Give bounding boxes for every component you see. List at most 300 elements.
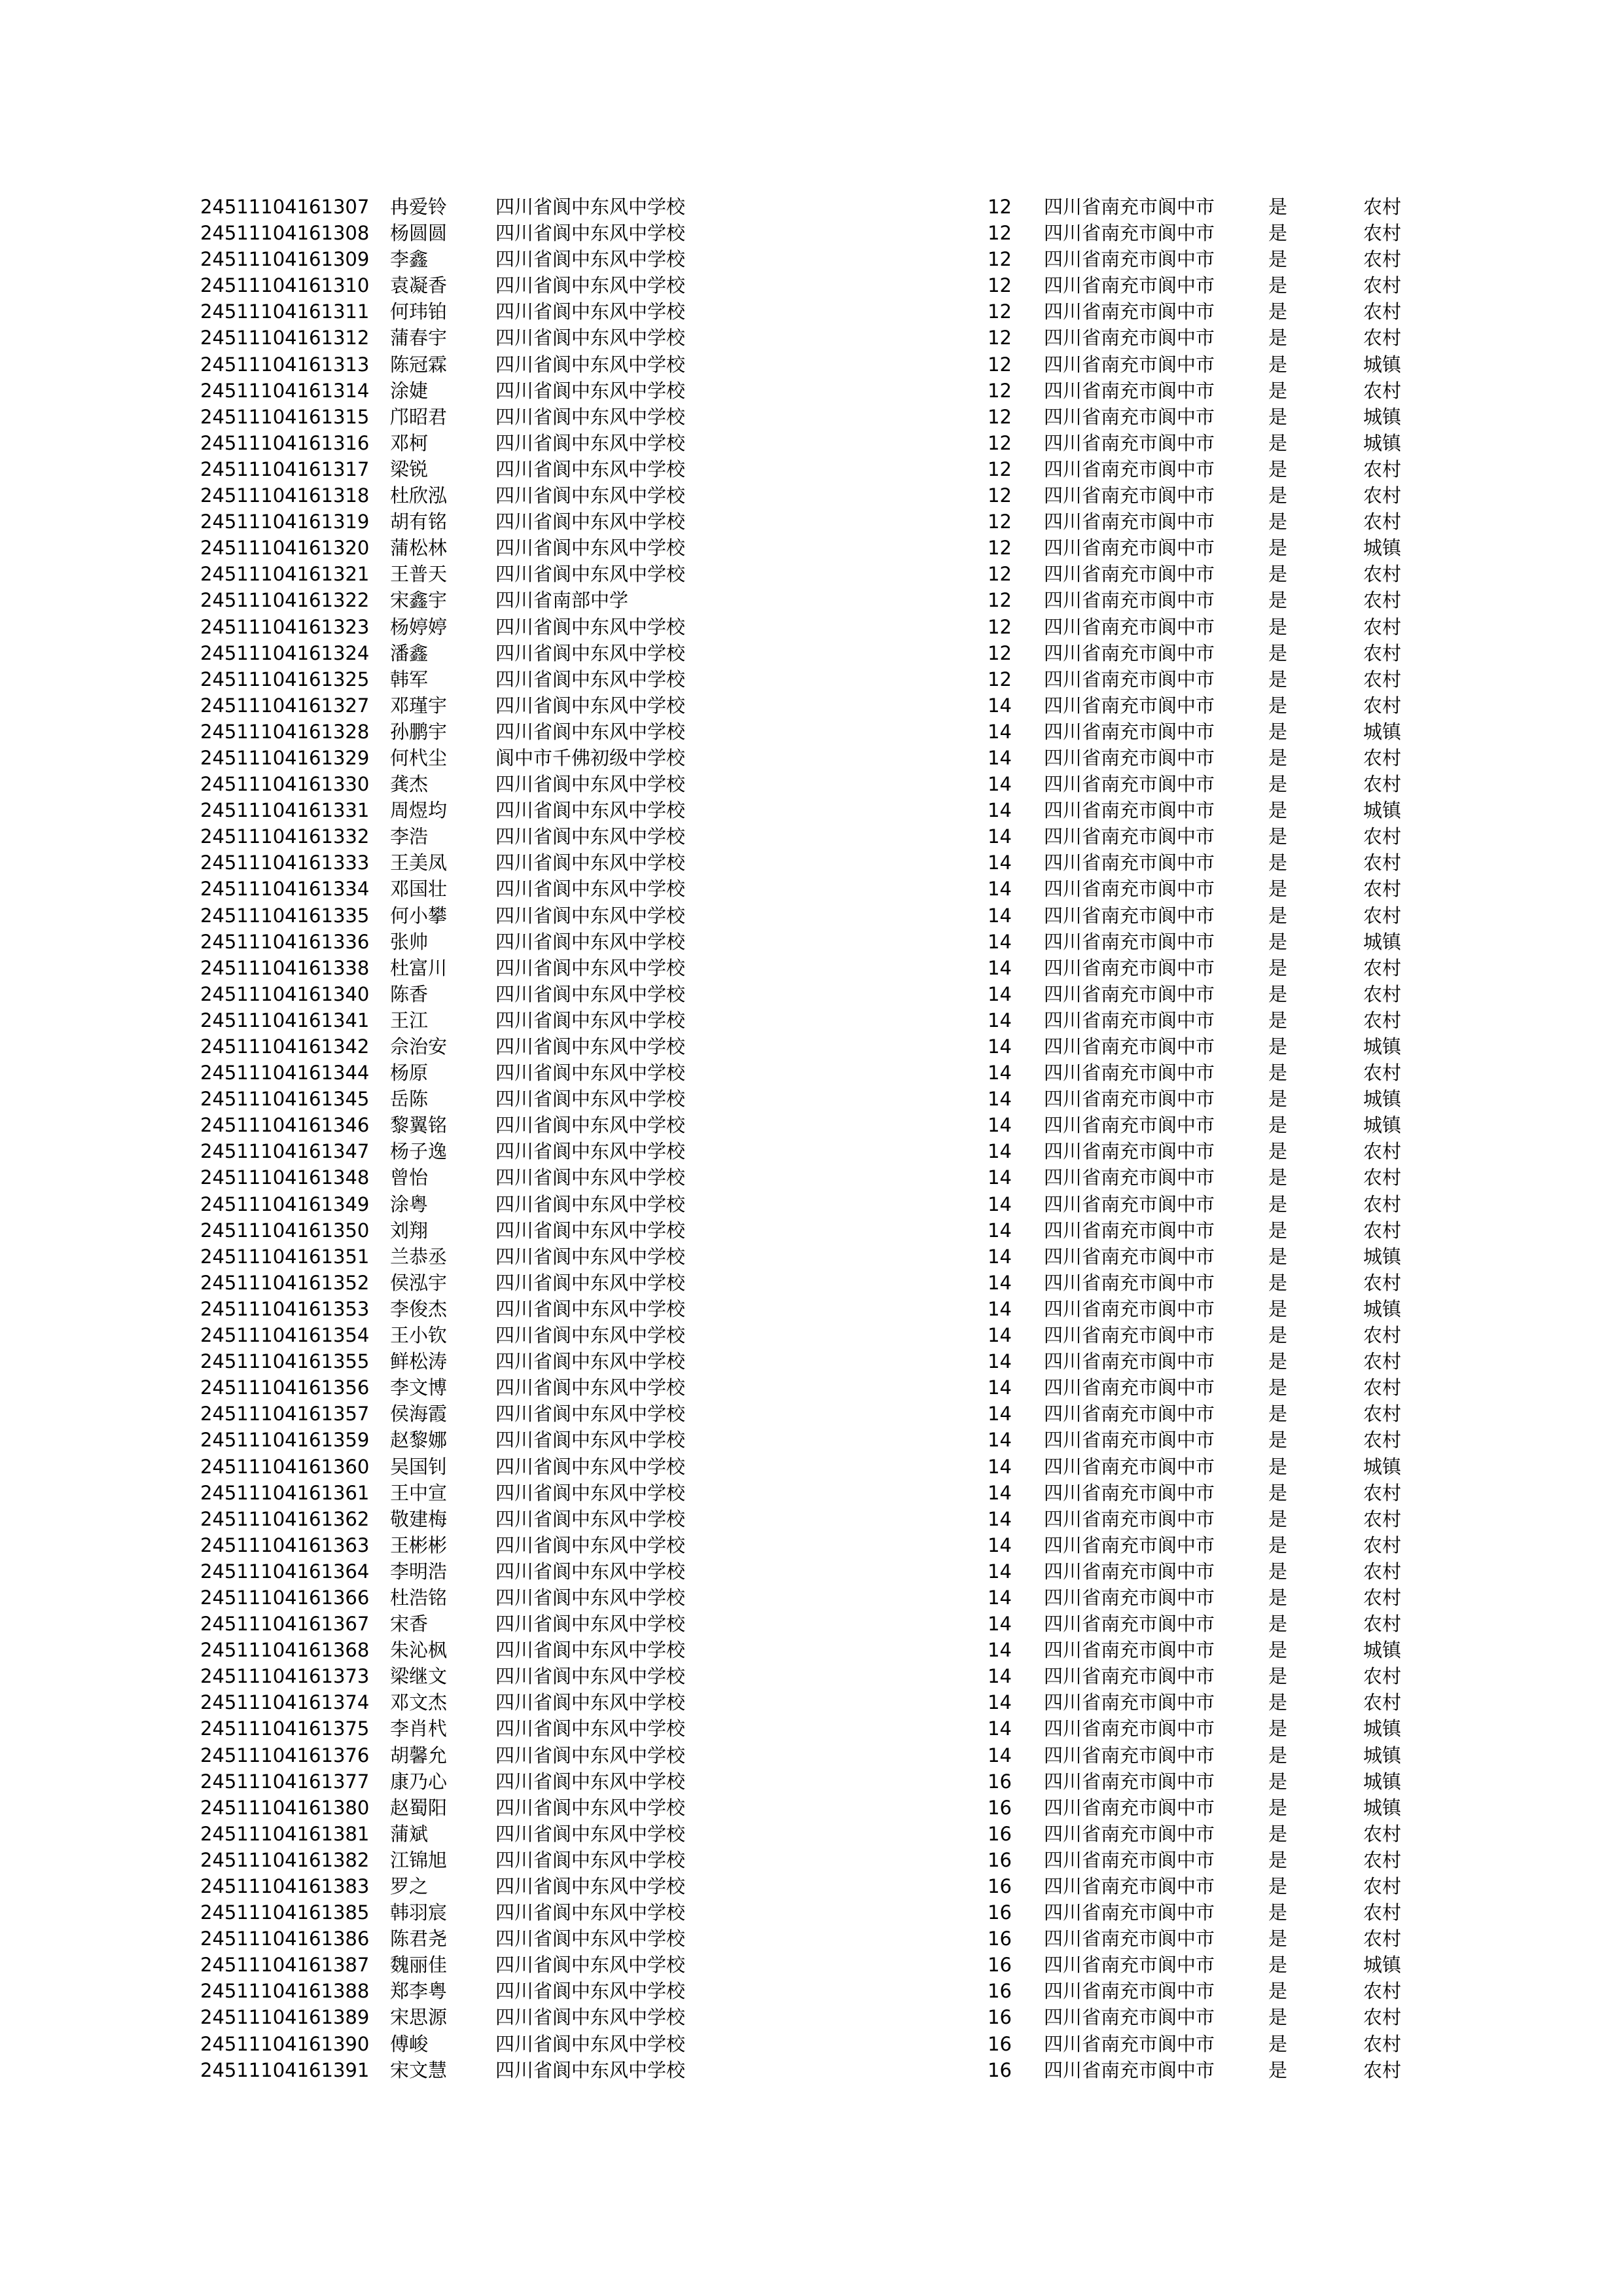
- student-name-cell: 佘治安: [390, 1035, 448, 1058]
- student-id-cell: 24511104161373: [200, 1665, 370, 1688]
- school-cell: 四川省阆中东风中学校: [495, 511, 686, 533]
- location-cell: 四川省南充市阆中市: [1044, 1613, 1215, 1636]
- student-name-cell: 郑李粤: [390, 1980, 448, 2003]
- table-row: [0, 1873, 1623, 1899]
- residence-type-cell: 城镇: [1363, 1744, 1402, 1767]
- table-row: [0, 1768, 1623, 1795]
- score-cell: 12: [988, 222, 1012, 245]
- eligibility-cell: 是: [1268, 457, 1288, 480]
- score-cell: 14: [988, 1166, 1012, 1189]
- school-cell: 四川省阆中东风中学校: [495, 1350, 686, 1373]
- table-row: [0, 1427, 1623, 1453]
- location-cell: 四川省南充市阆中市: [1044, 511, 1215, 533]
- score-cell: 14: [988, 1062, 1012, 1085]
- school-cell: 四川省阆中东风中学校: [495, 379, 686, 402]
- eligibility-cell: 是: [1268, 1297, 1288, 1320]
- eligibility-cell: 是: [1268, 956, 1288, 979]
- student-id-cell: 24511104161349: [200, 1193, 370, 1215]
- table-row: [0, 1112, 1623, 1138]
- student-name-cell: 鲜松涛: [390, 1350, 448, 1373]
- table-row: [0, 1532, 1623, 1558]
- residence-type-cell: 农村: [1363, 773, 1402, 796]
- location-cell: 四川省南充市阆中市: [1044, 2058, 1215, 2081]
- location-cell: 四川省南充市阆中市: [1044, 274, 1215, 297]
- eligibility-cell: 是: [1268, 641, 1288, 664]
- student-id-cell: 24511104161380: [200, 1796, 370, 1819]
- school-cell: 四川省阆中东风中学校: [495, 1219, 686, 1242]
- student-id-cell: 24511104161322: [200, 589, 370, 612]
- student-name-cell: 陈冠霖: [390, 353, 448, 376]
- eligibility-cell: 是: [1268, 2058, 1288, 2081]
- eligibility-cell: 是: [1268, 1035, 1288, 1058]
- student-id-cell: 24511104161310: [200, 274, 370, 297]
- table-row: [0, 2004, 1623, 2030]
- score-cell: 14: [988, 904, 1012, 927]
- eligibility-cell: 是: [1268, 852, 1288, 874]
- residence-type-cell: 农村: [1363, 457, 1402, 480]
- score-cell: 14: [988, 1088, 1012, 1111]
- residence-type-cell: 城镇: [1363, 930, 1402, 953]
- residence-type-cell: 农村: [1363, 1613, 1402, 1636]
- table-row: [0, 955, 1623, 981]
- school-cell: 四川省阆中东风中学校: [495, 1297, 686, 1320]
- student-id-cell: 24511104161333: [200, 852, 370, 874]
- student-id-cell: 24511104161309: [200, 248, 370, 271]
- residence-type-cell: 城镇: [1363, 1770, 1402, 1793]
- table-row: [0, 1060, 1623, 1086]
- score-cell: 16: [988, 1796, 1012, 1819]
- student-name-cell: 陈君尧: [390, 1928, 448, 1950]
- student-id-cell: 24511104161368: [200, 1639, 370, 1662]
- student-id-cell: 24511104161345: [200, 1088, 370, 1111]
- school-cell: 四川省阆中东风中学校: [495, 1744, 686, 1767]
- eligibility-cell: 是: [1268, 1376, 1288, 1399]
- school-cell: 阆中市千佛初级中学校: [495, 746, 686, 769]
- score-cell: 12: [988, 327, 1012, 350]
- table-row: [0, 1899, 1623, 1926]
- eligibility-cell: 是: [1268, 1009, 1288, 1031]
- residence-type-cell: 城镇: [1363, 1245, 1402, 1268]
- table-row: [0, 1322, 1623, 1348]
- table-row: [0, 272, 1623, 298]
- residence-type-cell: 农村: [1363, 982, 1402, 1005]
- residence-type-cell: 城镇: [1363, 1717, 1402, 1740]
- student-name-cell: 李文博: [390, 1376, 448, 1399]
- student-name-cell: 龚杰: [390, 773, 429, 796]
- score-cell: 14: [988, 1245, 1012, 1268]
- student-name-cell: 李肖杙: [390, 1717, 448, 1740]
- score-cell: 16: [988, 2006, 1012, 2029]
- student-id-cell: 24511104161316: [200, 431, 370, 454]
- location-cell: 四川省南充市阆中市: [1044, 956, 1215, 979]
- score-cell: 14: [988, 1297, 1012, 1320]
- school-cell: 四川省阆中东风中学校: [495, 2058, 686, 2081]
- location-cell: 四川省南充市阆中市: [1044, 353, 1215, 376]
- student-id-cell: 24511104161332: [200, 825, 370, 848]
- score-cell: 14: [988, 1271, 1012, 1294]
- table-row: [0, 482, 1623, 509]
- residence-type-cell: 农村: [1363, 1403, 1402, 1426]
- score-cell: 16: [988, 1822, 1012, 1845]
- table-row: [0, 456, 1623, 482]
- score-cell: 12: [988, 379, 1012, 402]
- student-id-cell: 24511104161386: [200, 1928, 370, 1950]
- residence-type-cell: 农村: [1363, 825, 1402, 848]
- student-name-cell: 王江: [390, 1009, 429, 1031]
- residence-type-cell: 农村: [1363, 1875, 1402, 1897]
- student-name-cell: 敬建梅: [390, 1507, 448, 1530]
- student-id-cell: 24511104161389: [200, 2006, 370, 2029]
- student-name-cell: 杜富川: [390, 956, 448, 979]
- score-cell: 12: [988, 300, 1012, 323]
- score-cell: 14: [988, 1639, 1012, 1662]
- student-name-cell: 侯海霞: [390, 1403, 448, 1426]
- residence-type-cell: 农村: [1363, 563, 1402, 586]
- residence-type-cell: 农村: [1363, 1062, 1402, 1085]
- eligibility-cell: 是: [1268, 615, 1288, 638]
- score-cell: 12: [988, 641, 1012, 664]
- eligibility-cell: 是: [1268, 1271, 1288, 1294]
- table-row: [0, 1689, 1623, 1715]
- table-row: [0, 771, 1623, 797]
- residence-type-cell: 城镇: [1363, 353, 1402, 376]
- student-name-cell: 杨圆圆: [390, 222, 448, 245]
- student-name-cell: 王小钦: [390, 1324, 448, 1347]
- school-cell: 四川省阆中东风中学校: [495, 982, 686, 1005]
- table-row: [0, 1401, 1623, 1427]
- student-id-cell: 24511104161319: [200, 511, 370, 533]
- score-cell: 14: [988, 930, 1012, 953]
- student-id-cell: 24511104161367: [200, 1613, 370, 1636]
- location-cell: 四川省南充市阆中市: [1044, 1717, 1215, 1740]
- student-id-cell: 24511104161377: [200, 1770, 370, 1793]
- student-id-cell: 24511104161387: [200, 1954, 370, 1977]
- score-cell: 12: [988, 248, 1012, 271]
- residence-type-cell: 农村: [1363, 1586, 1402, 1609]
- location-cell: 四川省南充市阆中市: [1044, 904, 1215, 927]
- location-cell: 四川省南充市阆中市: [1044, 1665, 1215, 1688]
- table-row: [0, 797, 1623, 823]
- residence-type-cell: 城镇: [1363, 1954, 1402, 1977]
- student-id-cell: 24511104161334: [200, 878, 370, 901]
- location-cell: 四川省南充市阆中市: [1044, 1324, 1215, 1347]
- score-cell: 14: [988, 1350, 1012, 1373]
- residence-type-cell: 城镇: [1363, 537, 1402, 560]
- school-cell: 四川省阆中东风中学校: [495, 1193, 686, 1215]
- school-cell: 四川省阆中东风中学校: [495, 1009, 686, 1031]
- table-row: [0, 876, 1623, 902]
- residence-type-cell: 城镇: [1363, 1035, 1402, 1058]
- student-id-cell: 24511104161327: [200, 694, 370, 717]
- school-cell: 四川省阆中东风中学校: [495, 1586, 686, 1609]
- student-name-cell: 黎翼铭: [390, 1114, 448, 1137]
- residence-type-cell: 城镇: [1363, 1297, 1402, 1320]
- location-cell: 四川省南充市阆中市: [1044, 1219, 1215, 1242]
- student-name-cell: 宋鑫宇: [390, 589, 448, 612]
- student-id-cell: 24511104161307: [200, 196, 370, 218]
- location-cell: 四川省南充市阆中市: [1044, 1088, 1215, 1111]
- eligibility-cell: 是: [1268, 1324, 1288, 1347]
- location-cell: 四川省南充市阆中市: [1044, 982, 1215, 1005]
- residence-type-cell: 城镇: [1363, 1796, 1402, 1819]
- location-cell: 四川省南充市阆中市: [1044, 1875, 1215, 1897]
- residence-type-cell: 农村: [1363, 1219, 1402, 1242]
- student-name-cell: 王普天: [390, 563, 448, 586]
- student-id-cell: 24511104161388: [200, 1980, 370, 2003]
- school-cell: 四川省阆中东风中学校: [495, 904, 686, 927]
- student-name-cell: 梁锐: [390, 457, 429, 480]
- table-row: [0, 194, 1623, 220]
- table-row: [0, 1217, 1623, 1244]
- school-cell: 四川省阆中东风中学校: [495, 1560, 686, 1583]
- student-id-cell: 24511104161350: [200, 1219, 370, 1242]
- school-cell: 四川省阆中东风中学校: [495, 1166, 686, 1189]
- eligibility-cell: 是: [1268, 196, 1288, 218]
- student-id-cell: 24511104161341: [200, 1009, 370, 1031]
- school-cell: 四川省阆中东风中学校: [495, 484, 686, 507]
- score-cell: 14: [988, 1534, 1012, 1556]
- residence-type-cell: 城镇: [1363, 720, 1402, 743]
- student-name-cell: 邝昭君: [390, 405, 448, 428]
- student-id-cell: 24511104161364: [200, 1560, 370, 1583]
- table-row: [0, 903, 1623, 929]
- eligibility-cell: 是: [1268, 720, 1288, 743]
- student-name-cell: 何小攀: [390, 904, 448, 927]
- location-cell: 四川省南充市阆中市: [1044, 1035, 1215, 1058]
- school-cell: 四川省阆中东风中学校: [495, 878, 686, 901]
- student-name-cell: 吴国钊: [390, 1455, 448, 1478]
- school-cell: 四川省阆中东风中学校: [495, 300, 686, 323]
- eligibility-cell: 是: [1268, 327, 1288, 350]
- school-cell: 四川省阆中东风中学校: [495, 1245, 686, 1268]
- eligibility-cell: 是: [1268, 1848, 1288, 1871]
- score-cell: 12: [988, 511, 1012, 533]
- eligibility-cell: 是: [1268, 904, 1288, 927]
- school-cell: 四川省阆中东风中学校: [495, 1980, 686, 2003]
- eligibility-cell: 是: [1268, 1560, 1288, 1583]
- student-name-cell: 孙鹏宇: [390, 720, 448, 743]
- residence-type-cell: 农村: [1363, 1901, 1402, 1924]
- eligibility-cell: 是: [1268, 930, 1288, 953]
- student-id-cell: 24511104161359: [200, 1429, 370, 1452]
- school-cell: 四川省阆中东风中学校: [495, 537, 686, 560]
- student-id-cell: 24511104161342: [200, 1035, 370, 1058]
- school-cell: 四川省阆中东风中学校: [495, 563, 686, 586]
- student-name-cell: 宋思源: [390, 2006, 448, 2029]
- location-cell: 四川省南充市阆中市: [1044, 720, 1215, 743]
- school-cell: 四川省阆中东风中学校: [495, 615, 686, 638]
- school-cell: 四川省阆中东风中学校: [495, 1848, 686, 1871]
- student-name-cell: 蒲斌: [390, 1822, 429, 1845]
- school-cell: 四川省阆中东风中学校: [495, 327, 686, 350]
- table-row: [0, 1138, 1623, 1164]
- location-cell: 四川省南充市阆中市: [1044, 1455, 1215, 1478]
- student-name-cell: 韩军: [390, 668, 429, 691]
- student-name-cell: 胡馨允: [390, 1744, 448, 1767]
- eligibility-cell: 是: [1268, 1744, 1288, 1767]
- location-cell: 四川省南充市阆中市: [1044, 431, 1215, 454]
- school-cell: 四川省阆中东风中学校: [495, 799, 686, 822]
- student-id-cell: 24511104161329: [200, 746, 370, 769]
- residence-type-cell: 城镇: [1363, 799, 1402, 822]
- score-cell: 14: [988, 1009, 1012, 1031]
- score-cell: 14: [988, 852, 1012, 874]
- score-cell: 12: [988, 431, 1012, 454]
- student-id-cell: 24511104161317: [200, 457, 370, 480]
- eligibility-cell: 是: [1268, 589, 1288, 612]
- student-name-cell: 邓柯: [390, 431, 429, 454]
- score-cell: 14: [988, 720, 1012, 743]
- score-cell: 16: [988, 1901, 1012, 1924]
- table-row: [0, 1663, 1623, 1689]
- table-row: [0, 1611, 1623, 1637]
- table-row: [0, 2057, 1623, 2083]
- student-name-cell: 王中宣: [390, 1481, 448, 1504]
- residence-type-cell: 农村: [1363, 1507, 1402, 1530]
- table-row: [0, 1637, 1623, 1663]
- residence-type-cell: 农村: [1363, 1822, 1402, 1845]
- table-row: [0, 929, 1623, 955]
- school-cell: 四川省阆中东风中学校: [495, 641, 686, 664]
- table-row: [0, 1506, 1623, 1532]
- student-name-cell: 蒲春宇: [390, 327, 448, 350]
- score-cell: 12: [988, 484, 1012, 507]
- eligibility-cell: 是: [1268, 1901, 1288, 1924]
- student-id-cell: 24511104161351: [200, 1245, 370, 1268]
- school-cell: 四川省阆中东风中学校: [495, 825, 686, 848]
- residence-type-cell: 城镇: [1363, 1114, 1402, 1137]
- location-cell: 四川省南充市阆中市: [1044, 1271, 1215, 1294]
- student-name-cell: 梁继文: [390, 1665, 448, 1688]
- score-cell: 14: [988, 1665, 1012, 1688]
- location-cell: 四川省南充市阆中市: [1044, 852, 1215, 874]
- school-cell: 四川省阆中东风中学校: [495, 852, 686, 874]
- student-id-cell: 24511104161313: [200, 353, 370, 376]
- student-name-cell: 杜欣泓: [390, 484, 448, 507]
- score-cell: 14: [988, 1560, 1012, 1583]
- school-cell: 四川省阆中东风中学校: [495, 930, 686, 953]
- student-id-cell: 24511104161325: [200, 668, 370, 691]
- student-id-cell: 24511104161312: [200, 327, 370, 350]
- location-cell: 四川省南充市阆中市: [1044, 196, 1215, 218]
- table-row: [0, 614, 1623, 640]
- residence-type-cell: 农村: [1363, 1376, 1402, 1399]
- student-id-cell: 24511104161308: [200, 222, 370, 245]
- student-name-cell: 侯泓宇: [390, 1271, 448, 1294]
- school-cell: 四川省阆中东风中学校: [495, 1954, 686, 1977]
- score-cell: 16: [988, 1928, 1012, 1950]
- location-cell: 四川省南充市阆中市: [1044, 1403, 1215, 1426]
- residence-type-cell: 农村: [1363, 222, 1402, 245]
- score-cell: 14: [988, 773, 1012, 796]
- eligibility-cell: 是: [1268, 799, 1288, 822]
- student-name-cell: 胡有铭: [390, 511, 448, 533]
- eligibility-cell: 是: [1268, 1481, 1288, 1504]
- location-cell: 四川省南充市阆中市: [1044, 1848, 1215, 1871]
- eligibility-cell: 是: [1268, 222, 1288, 245]
- table-row: [0, 719, 1623, 745]
- school-cell: 四川省阆中东风中学校: [495, 1481, 686, 1504]
- score-cell: 12: [988, 563, 1012, 586]
- score-cell: 16: [988, 1954, 1012, 1977]
- location-cell: 四川省南充市阆中市: [1044, 327, 1215, 350]
- eligibility-cell: 是: [1268, 1534, 1288, 1556]
- residence-type-cell: 农村: [1363, 956, 1402, 979]
- location-cell: 四川省南充市阆中市: [1044, 878, 1215, 901]
- table-row: [0, 220, 1623, 246]
- school-cell: 四川省阆中东风中学校: [495, 1376, 686, 1399]
- table-row: [0, 1821, 1623, 1847]
- school-cell: 四川省阆中东风中学校: [495, 1271, 686, 1294]
- student-id-cell: 24511104161311: [200, 300, 370, 323]
- student-id-cell: 24511104161324: [200, 641, 370, 664]
- student-name-cell: 杨子逸: [390, 1140, 448, 1163]
- table-row: [0, 1244, 1623, 1270]
- eligibility-cell: 是: [1268, 2032, 1288, 2055]
- school-cell: 四川省阆中东风中学校: [495, 274, 686, 297]
- residence-type-cell: 城镇: [1363, 1455, 1402, 1478]
- table-row: [0, 1715, 1623, 1742]
- score-cell: 12: [988, 615, 1012, 638]
- location-cell: 四川省南充市阆中市: [1044, 563, 1215, 586]
- score-cell: 14: [988, 1717, 1012, 1740]
- student-table: [0, 194, 1623, 2083]
- student-id-cell: 24511104161346: [200, 1114, 370, 1137]
- student-id-cell: 24511104161330: [200, 773, 370, 796]
- student-name-cell: 宋香: [390, 1613, 429, 1636]
- student-name-cell: 兰恭丞: [390, 1245, 448, 1268]
- score-cell: 14: [988, 1324, 1012, 1347]
- location-cell: 四川省南充市阆中市: [1044, 746, 1215, 769]
- residence-type-cell: 农村: [1363, 589, 1402, 612]
- table-row: [0, 1007, 1623, 1033]
- eligibility-cell: 是: [1268, 825, 1288, 848]
- school-cell: 四川省阆中东风中学校: [495, 1429, 686, 1452]
- school-cell: 四川省阆中东风中学校: [495, 431, 686, 454]
- eligibility-cell: 是: [1268, 1507, 1288, 1530]
- student-id-cell: 24511104161328: [200, 720, 370, 743]
- score-cell: 14: [988, 694, 1012, 717]
- residence-type-cell: 农村: [1363, 1429, 1402, 1452]
- school-cell: 四川省阆中东风中学校: [495, 1901, 686, 1924]
- table-row: [0, 823, 1623, 850]
- residence-type-cell: 农村: [1363, 1665, 1402, 1688]
- table-row: [0, 1348, 1623, 1374]
- score-cell: 12: [988, 353, 1012, 376]
- residence-type-cell: 农村: [1363, 641, 1402, 664]
- location-cell: 四川省南充市阆中市: [1044, 1114, 1215, 1137]
- eligibility-cell: 是: [1268, 2006, 1288, 2029]
- score-cell: 12: [988, 457, 1012, 480]
- student-name-cell: 涂粤: [390, 1193, 429, 1215]
- student-id-cell: 24511104161391: [200, 2058, 370, 2081]
- student-name-cell: 赵黎娜: [390, 1429, 448, 1452]
- location-cell: 四川省南充市阆中市: [1044, 1429, 1215, 1452]
- student-id-cell: 24511104161338: [200, 956, 370, 979]
- eligibility-cell: 是: [1268, 1928, 1288, 1950]
- school-cell: 四川省阆中东风中学校: [495, 1403, 686, 1426]
- student-name-cell: 陈香: [390, 982, 429, 1005]
- table-row: [0, 246, 1623, 272]
- residence-type-cell: 农村: [1363, 1350, 1402, 1373]
- student-name-cell: 袁凝香: [390, 274, 448, 297]
- eligibility-cell: 是: [1268, 537, 1288, 560]
- location-cell: 四川省南充市阆中市: [1044, 668, 1215, 691]
- location-cell: 四川省南充市阆中市: [1044, 222, 1215, 245]
- table-row: [0, 1585, 1623, 1611]
- school-cell: 四川省阆中东风中学校: [495, 1875, 686, 1897]
- location-cell: 四川省南充市阆中市: [1044, 1297, 1215, 1320]
